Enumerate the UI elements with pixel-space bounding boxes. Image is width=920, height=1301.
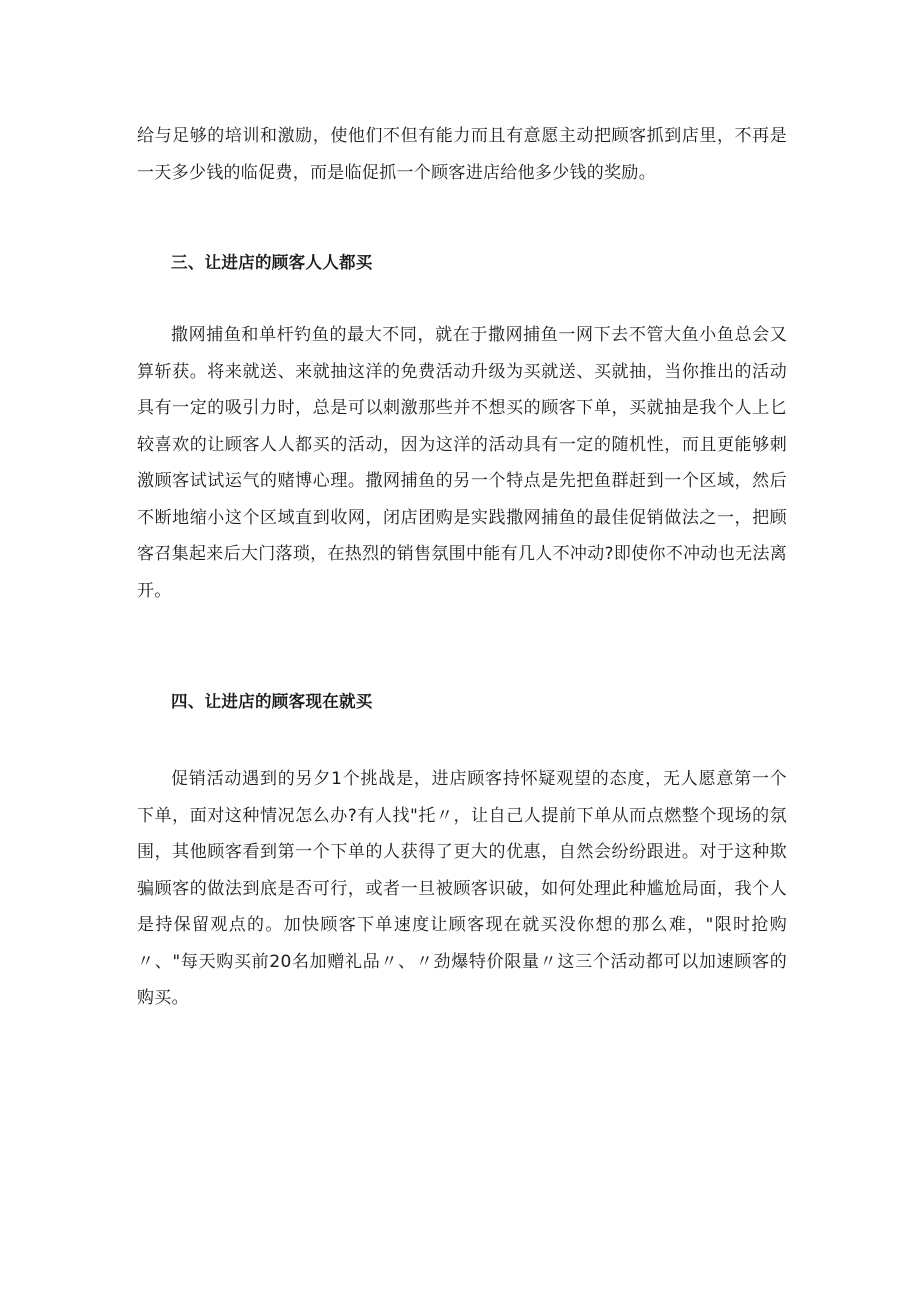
paragraph-net-fishing: 撒网捕鱼和单杆钓鱼的最大不同，就在于撒网捕鱼一网下去不管大鱼小鱼总会又算斩获。将来就送、来就抽这洋的免费活动升级为买就送、买就抽，当你推出的活动具有一定的吸引力时，总是可以刺激那些并不想买的顾客下单，买就抽是我个人上匕较喜欢的让顾客人人都买的活动，因为这洋的活动具有一定的随机性，而且更能够刺激顾客试试运气的赌博心理。撒网捕鱼的另一个特点是先把鱼群赶到一个区域，然后不断地缩小这个区域直到收网，闭店团购是实践撒网捕鱼的最佳促销做法之一，把顾客召集起来后大门落琐，在热烈的销售氛围中能有几人不冲动?即使你不冲动也无法离开。 [137,325,787,601]
paragraph-training-incentive: 给与足够的培训和激励，使他们不但有能力而且有意愿主动把顾客抓到店里，不再是一天多少钱的临促费，而是临促抓一个顾客进店给他多少钱的奖励。 [137,126,787,183]
paragraph-promotion-challenge: 促销活动遇到的另夕1个挑战是，进店顾客持怀疑观望的态度，无人愿意第一个下单，面对这种情况怎么办?有人找"托〃，让自己人提前下单从而点燃整个现场的氛围，其他顾客看到第一个下单的人获得了更大的优惠，自然会纷纷跟进。对于这种欺骗顾客的做法到底是否可行，或者一旦被顾客识破，如何处理此种尴尬局面，我个人是持保留观点的。加快顾客下单速度让顾客现在就买没你想的那么难，"限时抢购〃、"每天购买前20名加赠礼品〃、〃劲爆特价限量〃这三个活动都可以加速顾客的购买。 [137,769,787,1008]
section-heading-buy-now: 四、让进店的顾客现在就买 [171,692,373,711]
section-heading-everyone-buys: 三、让进店的顾客人人都买 [171,253,373,272]
